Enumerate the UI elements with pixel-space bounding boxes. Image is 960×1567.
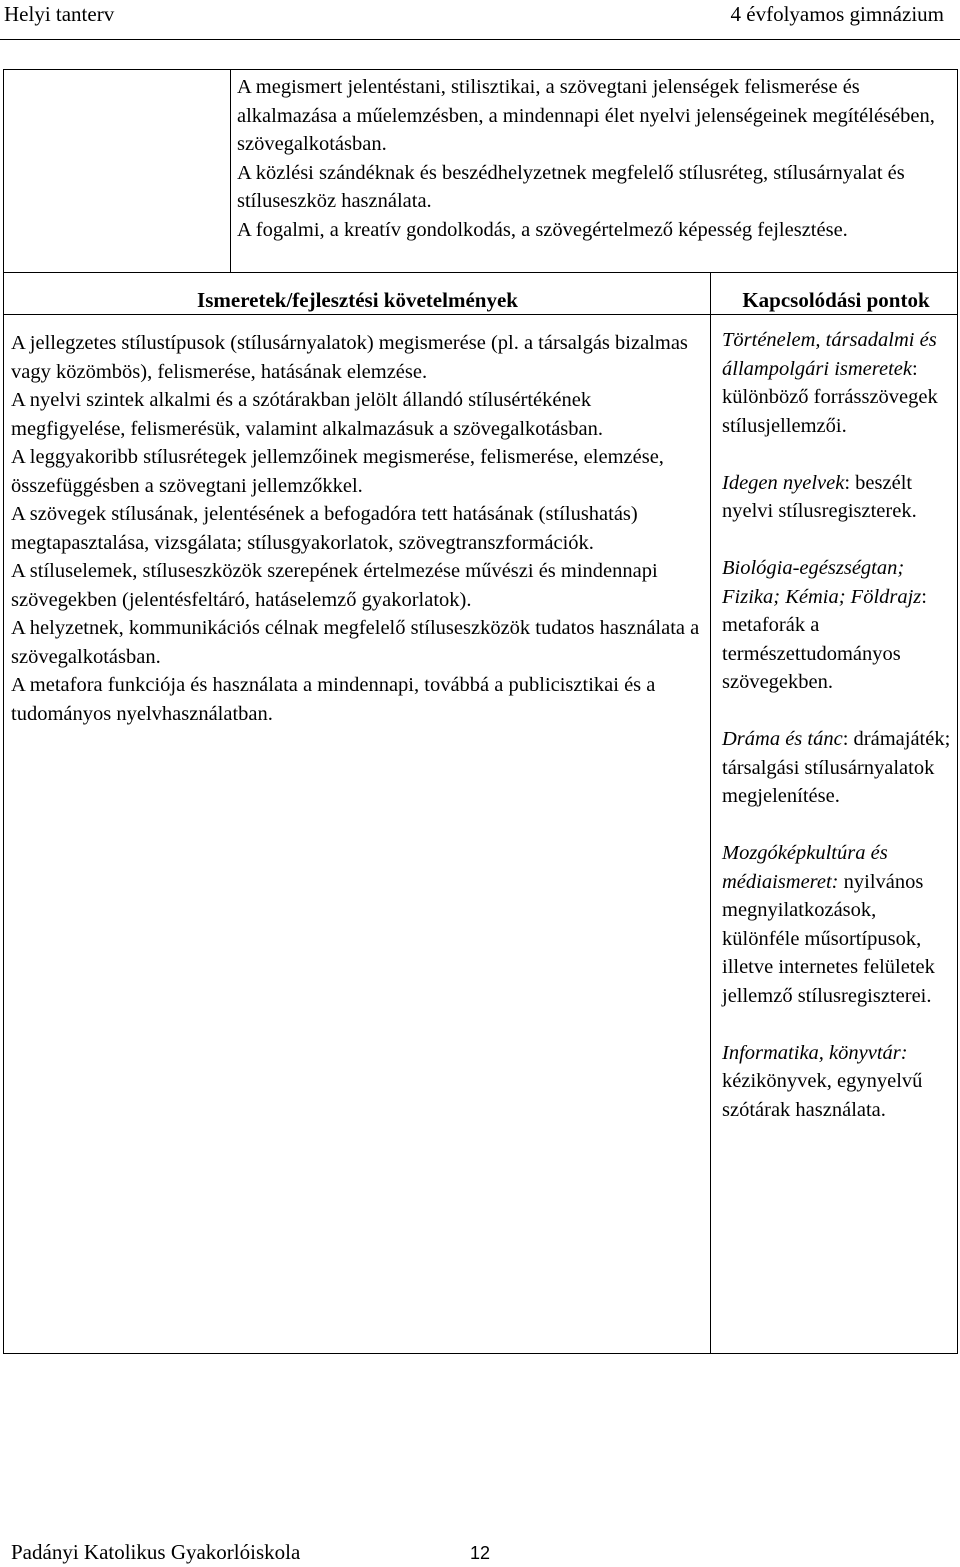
connection-item xyxy=(722,1039,957,1125)
connection-text: beszélt nyelvi stílusregiszterek. xyxy=(722,471,917,522)
connection-text: kézikönyvek, egynyelvű szótárak használata. xyxy=(722,1070,923,1121)
top-left-cell-divider xyxy=(230,69,231,272)
requirement-item: A nyelvi szintek alkalmi és a szótárakban jelölt állandó stílusértékének megfigyelése, felismerésük, valamint alkalmazásuk a szövegalkotásban. xyxy=(11,389,604,440)
requirement-item: A leggyakoribb stílusrétegek jellemzőinek megismerése, felismerése, elemzése, összefüggésben a szövegtani jellemzőkkel. xyxy=(11,446,664,497)
header-rule xyxy=(0,39,960,40)
connection-subject: Mozgóképkultúra és médiaismeret: xyxy=(722,842,888,893)
connection-item xyxy=(722,839,957,1010)
connection-separator: : xyxy=(844,471,856,494)
connection-text: drámajáték; társalgási stílusárnyalatok megjelenítése. xyxy=(722,728,951,807)
connection-separator: : xyxy=(911,357,918,380)
header-title-left: Helyi tanterv xyxy=(4,2,115,26)
connection-separator: : xyxy=(842,728,854,750)
footer-school-name: Padányi Katolikus Gyakorlóiskola xyxy=(11,1540,301,1564)
connection-item xyxy=(722,725,957,811)
connection-item xyxy=(722,554,957,697)
connection-item xyxy=(722,326,957,440)
requirement-item: A helyzetnek, kommunikációs célnak megfelelő stíluseszközök tudatos használata a szövegalkotásban. xyxy=(11,617,700,668)
connection-subject: Idegen nyelvek xyxy=(722,471,845,494)
connection-subject: Dráma és tánc xyxy=(722,728,843,750)
development-goals xyxy=(237,73,937,244)
header-title-right: 4 évfolyamos gimnázium xyxy=(730,2,944,26)
requirement-item: A stíluselemek, stíluseszközök szerepének értelmezése művészi és mindennapi szövegekben (jelentésfeltáró, hatáselemző gyakorlatok). xyxy=(11,560,658,611)
requirement-item: A jellegzetes stílustípusok (stílusárnyalatok) megismerése (pl. a társalgás bizalmas vagy közömbös), felismerése, hatásának elemzése. xyxy=(11,332,688,383)
goals-row-bottom-rule xyxy=(3,272,958,273)
connection-subject: Biológia-egészségtan; Fizika; Kémia; Földrajz xyxy=(722,557,922,608)
requirements-column xyxy=(11,329,706,728)
column-divider xyxy=(710,272,711,1354)
connection-text: metaforák a természettudományos szövegekben. xyxy=(722,614,901,693)
requirement-item: A szövegek stílusának, jelentésének a befogadóra tett hatásának (stílushatás) megtapasztalása, vizsgálata; stílusgyakorlatok, szövegtranszformációk. xyxy=(11,503,638,554)
connection-text: nyilvános megnyilatkozások, különféle műsortípusok, illetve internetes felületek jellemző stílusregiszterei. xyxy=(722,870,935,1007)
connection-item xyxy=(722,469,957,526)
table-header-requirements: Ismeretek/fejlesztési követelmények xyxy=(197,288,518,312)
goal-paragraph: A megismert jelentéstani, stilisztikai, a szövegtani jelenségek felismerése és alkalmazása a műelemzésben, a mindennapi élet nyelvi jelenségeinek megítélésében, szövegalkotásban. xyxy=(237,76,935,155)
goal-paragraph: A közlési szándéknak és beszédhelyzetnek megfelelő stílusréteg, stílusárnyalat és stíluseszköz használata. xyxy=(237,161,905,212)
goal-paragraph: A fogalmi, a kreatív gondolkodás, a szövegértelmező képesség fejlesztése. xyxy=(237,218,848,241)
connection-subject: Történelem, társadalmi és állampolgári ismeretek xyxy=(722,329,937,380)
table-header-connections: Kapcsolódási pontok xyxy=(742,288,930,312)
footer-page-number: 12 xyxy=(470,1543,491,1563)
requirement-item: A metafora funkciója és használata a mindennapi, továbbá a publicisztikai és a tudományos nyelvhasználatban. xyxy=(11,674,656,725)
connections-column xyxy=(722,326,957,1153)
connection-separator: : xyxy=(921,585,927,608)
connection-subject: Informatika, könyvtár: xyxy=(722,1041,908,1064)
connection-text: különböző forrásszövegek stílusjellemzői. xyxy=(722,386,938,437)
